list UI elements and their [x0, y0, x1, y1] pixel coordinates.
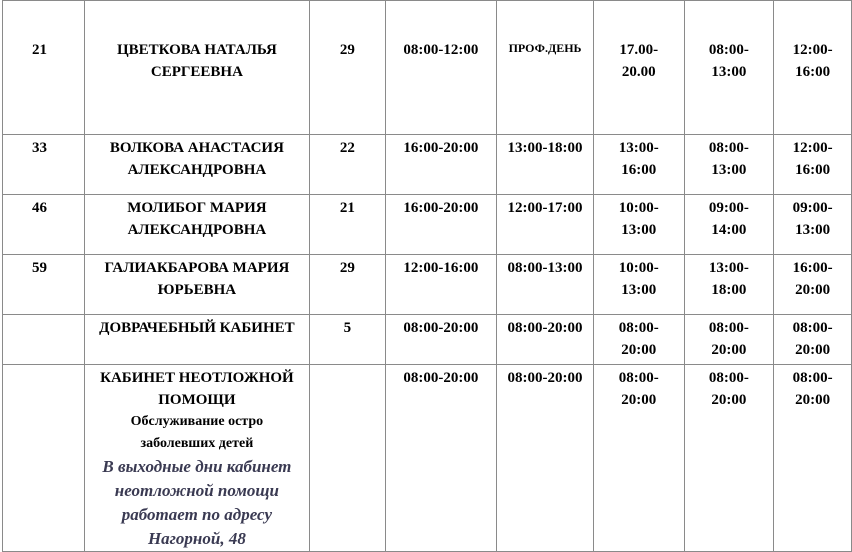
time-cell: 10:00- 13:00 [593, 195, 684, 255]
doctor-name: ГАЛИАКБАРОВА МАРИЯ ЮРЬЕВНА [84, 255, 309, 315]
time-cell: 12:00- 16:00 [774, 135, 852, 195]
time-cell: 08:00-20:00 [497, 365, 594, 552]
time-cell: 09:00- 14:00 [684, 195, 774, 255]
doctor-name: МОЛИБОГ МАРИЯ АЛЕКСАНДРОВНА [84, 195, 309, 255]
urgent-cabinet-name: КАБИНЕТ НЕОТЛОЖНОЙ ПОМОЩИ Обслуживание остро заболевших детей В выходные дни кабинет неотложной помощи работает по адресу Нагорной, 48 [84, 365, 309, 552]
district-count: 22 [310, 135, 386, 195]
time-cell: 12:00- 16:00 [774, 1, 852, 135]
row-number: 21 [3, 1, 85, 135]
time-cell: 08:00- 20:00 [593, 365, 684, 552]
time-cell: 08:00-20:00 [497, 315, 594, 365]
row-number: 33 [3, 135, 85, 195]
district-count: 29 [310, 255, 386, 315]
district-count [310, 365, 386, 552]
urgent-cabinet-subtitle: Обслуживание остро [130, 414, 264, 429]
time-cell: 08:00- 20:00 [684, 365, 774, 552]
table-row [3, 195, 852, 255]
time-cell: 12:00-16:00 [385, 255, 496, 315]
row-number [3, 315, 85, 365]
time-cell: 08:00- 20:00 [593, 315, 684, 365]
table-row [3, 135, 852, 195]
time-cell: 13:00-18:00 [497, 135, 594, 195]
time-cell: 08:00- 20:00 [774, 315, 852, 365]
weekend-note: В выходные дни кабинет [102, 457, 292, 476]
time-cell: 08:00- 20:00 [774, 365, 852, 552]
table-row [3, 1, 852, 135]
row-number: 59 [3, 255, 85, 315]
schedule-table [2, 0, 852, 552]
district-count: 5 [310, 315, 386, 365]
time-cell: 08:00- 20:00 [684, 315, 774, 365]
table-row [3, 315, 852, 365]
table-row [3, 255, 852, 315]
time-cell: 08:00-13:00 [497, 255, 594, 315]
time-cell: 16:00-20:00 [385, 195, 496, 255]
time-cell: 16:00- 20:00 [774, 255, 852, 315]
district-count: 21 [310, 195, 386, 255]
time-cell: 16:00-20:00 [385, 135, 496, 195]
time-cell: 13:00- 16:00 [593, 135, 684, 195]
time-cell: 08:00- 13:00 [684, 135, 774, 195]
row-number: 46 [3, 195, 85, 255]
time-cell: 08:00-20:00 [385, 315, 496, 365]
time-cell: 13:00- 18:00 [684, 255, 774, 315]
doctor-name: ЦВЕТКОВА НАТАЛЬЯ СЕРГЕЕВНА [84, 1, 309, 135]
cabinet-name: ДОВРАЧЕБНЫЙ КАБИНЕТ [84, 315, 309, 365]
time-cell: 09:00- 13:00 [774, 195, 852, 255]
district-count: 29 [310, 1, 386, 135]
time-cell: 08:00- 13:00 [684, 1, 774, 135]
time-cell: 12:00-17:00 [497, 195, 594, 255]
time-cell: 08:00-12:00 [385, 1, 496, 135]
time-cell: ПРОФ.ДЕНЬ [497, 1, 594, 135]
doctor-name: ВОЛКОВА АНАСТАСИЯ АЛЕКСАНДРОВНА [84, 135, 309, 195]
time-cell: 17.00- 20.00 [593, 1, 684, 135]
time-cell: 08:00-20:00 [385, 365, 496, 552]
table-row [3, 365, 852, 552]
time-cell: 10:00- 13:00 [593, 255, 684, 315]
row-number [3, 365, 85, 552]
